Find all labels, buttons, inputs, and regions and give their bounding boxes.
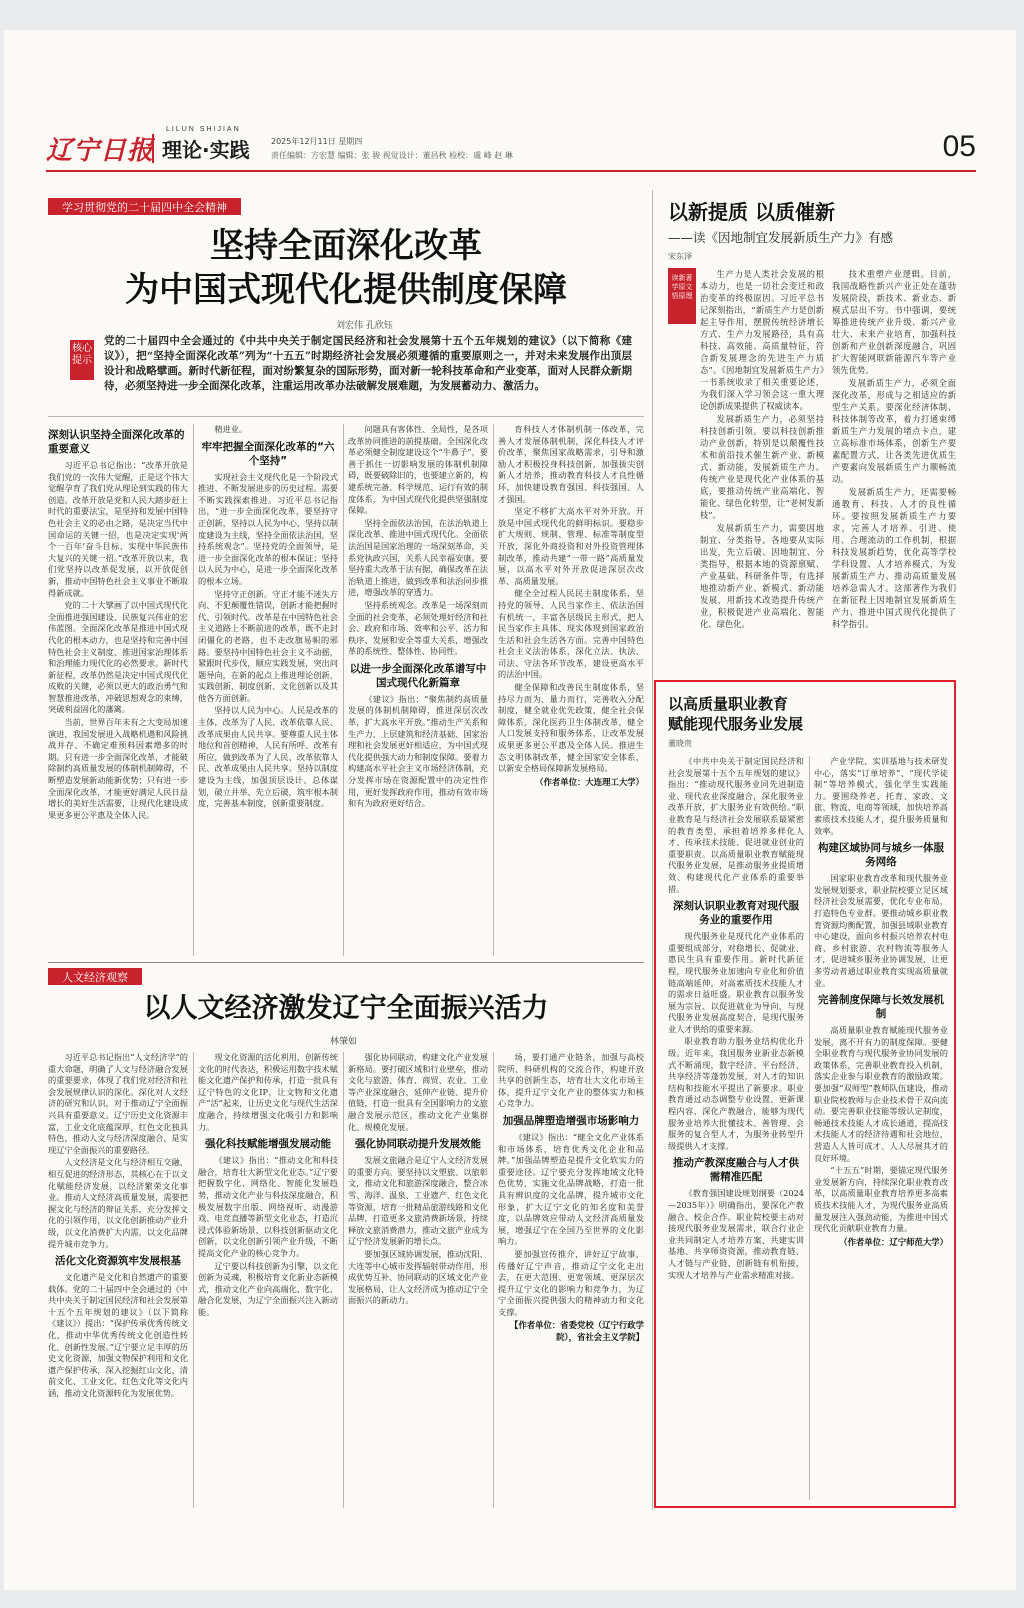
article1-subheading-1: 深刻认识坚持全面深化改革的重要意义 [48, 429, 185, 455]
column-rule [193, 424, 194, 956]
paragraph: 坚定不移扩大高水平对外开放。开放是中国式现代化的鲜明标识。要稳步扩大规则、规制、管理、标准等制度型开放，深化外商投资和对外投资管理体制改革，推动共建“一带一路”高质量发展，以高水平对外开放促进深层次改革、高质量发展。 [498, 506, 644, 586]
paragraph: 强化协同联动，构建文化产业发展新格局。要打破区域和行业壁垒，推动文化与旅游、体育、商贸、农业、工业等产业深度融合，延伸产业链、提升价值链，打造一批具有全国影响力的文旅融合发展示范区，推动文化产业集群化、规模化发展。 [348, 1052, 488, 1132]
review-subtitle: ——读《因地制宜发展新质生产力》有感 [668, 230, 894, 245]
article1-subheading-3: 以进一步全面深化改革谱写中国式现代化新篇章 [349, 662, 487, 689]
paragraph: 坚持守正创新。守正才能不迷失方向、不犯颠覆性错误，创新才能把握时代、引领时代。改革是在中国特色社会主义道路上不断前进的改革，既不走封闭僵化的老路，也不走改旗易帜的邪路。要坚持中国特色社会主义不动摇，紧跟时代步伐，顺应实践发展，突出问题导向，在新的起点上推进理论创新、实践创新、制度创新、文化创新以及其他各方面创新。 [198, 588, 338, 703]
paragraph: “十五五”时期，要锚定现代服务业发展新方向，持续深化职业教育改革，以高质量职业教育培养更多高素质技术技能人才，为现代服务业高质量发展注入强劲动能，为推进中国式现代化贡献职业教育力量。 [814, 1165, 948, 1234]
column-rule [193, 1052, 194, 1508]
paragraph: 习近平总书记指出“人文经济学”的重大命题，明确了人文与经济融合发展的重要要求，体现了我们党对经济和社会发展规律认识的深化。深化对人文经济的研究和认识，对于推动辽宁全面振兴具有重要意义。辽宁历史文化资源丰富，工业文化底蕴深厚，红色文化独具特色，推动人文与经济深度融合，是实现辽宁全面振兴的重要路径。 [48, 1052, 188, 1155]
paragraph: 发展新质生产力，必须全面深化改革，形成与之相适应的新型生产关系。要深化经济体制、科技体制等改革，着力打通束缚新质生产力发展的堵点卡点，建立高标准市场体系，创新生产要素配置方式，让各类先进优质生产要素向发展新质生产力顺畅流动。 [832, 378, 956, 484]
review-column-2 [832, 268, 956, 672]
paragraph: 《中共中央关于制定国民经济和社会发展第十五个五年规划的建议》指出：“推动现代服务业同先进制造业、现代农业深度融合，深化服务业改革开放，扩大服务业有效供给。”职业教育是与经济社会发展联系最紧密的教育类型，承担着培养多样化人才、传承技术技能、促进就业创业的重要职责。以高质量职业教育赋能现代服务业发展，是推动服务业提质增效、构建现代化产业体系的重要举措。 [668, 756, 804, 894]
article2-byline: 林肇如 [330, 1037, 358, 1047]
article2-top-rule [48, 962, 644, 963]
column-rule [493, 424, 494, 956]
vocation-subheading-4: 完善制度保障与长效发展机制 [818, 994, 944, 1021]
paragraph: 要加强区域协调发展，推动沈阳、大连等中心城市发挥辐射带动作用，形成优势互补、协同联动的区域文化产业发展格局，让人文经济成为推动辽宁全面振兴的新动力。 [348, 1248, 488, 1306]
paragraph: 文化遗产是文化和自然遗产的重要载体。党的二十届四中全会通过的《中共中央关于制定国民经济和社会发展第十五个五年规划的建议》（以下简称《建议》）提出：“保护传承优秀传统文化，推动中华优秀传统文化创造性转化、创新性发展。”辽宁要立足丰厚的历史文化资源，加强文物保护利用和文化遗产保护传承，深入挖掘红山文化、清前文化、工业文化、红色文化等文化内涵，推动文化资源转化为发展优势。 [48, 1272, 188, 1399]
paragraph: 要加强宣传推介，讲好辽宁故事，传播好辽宁声音，推动辽宁文化走出去，在更大范围、更宽领域、更深层次提升辽宁文化的影响力和竞争力，为辽宁全面振兴提供强大的精神动力和文化支撑。 [498, 1248, 644, 1317]
paragraph: 《建议》指出：“聚焦制约高质量发展的体制机制障碍，推进深层次改革，扩大高水平开放。”推动生产关系和生产力、上层建筑和经济基础、国家治理和社会发展更好相适应，为中国式现代化提供强大动力和制度保障。要着力构建高水平社会主义市场经济体制，充分发挥市场在资源配置中的决定性作用，更好发挥政府作用，推动有效市场和有为政府更好结合。 [348, 693, 488, 809]
vocation-title-line2: 赋能现代服务业发展 [668, 715, 804, 733]
article2-column-4 [498, 1052, 644, 1508]
vocation-subheading-2: 推动产教深度融合与人才供需精准匹配 [673, 1157, 799, 1184]
review-title: 以新提质 以质催新 [668, 200, 835, 224]
review-author: 宋东泽 [668, 252, 692, 261]
paragraph: 发展新质生产力，必须坚持科技创新引领。要以科技创新推动产业创新，特别是以颠覆性技术和前沿技术催生新产业、新模式、新动能，发展新质生产力。传统产业是现代化产业体系的基底，要推动传统产业高端化、智能化、绿色化转型，让“老树发新枝”。 [700, 414, 824, 520]
article2-subheading-1: 活化文化资源筑牢发展根基 [55, 1255, 181, 1268]
paragraph: 实现社会主义现代化是一个阶段式推进、不断发展进步的历史过程。需要不断实践探索推进。习近平总书记指出，“进一步全面深化改革，要坚持守正创新，坚持以人民为中心，坚持以制度建设为主线，坚持全面依法治国，坚持系统观念”。坚持党的全面领导，是进一步全面深化改革的根本保证；坚持以人民为中心，是进一步全面深化改革的根本立场。 [198, 471, 338, 586]
column-rule [343, 1052, 344, 1508]
article1-headline-line2: 为中国式现代化提供制度保障 [125, 270, 567, 310]
vocation-column-1 [668, 756, 804, 1500]
paragraph: 坚持全面依法治国，在法治轨道上深化改革、推进中国式现代化。全面依法治国是国家治理的一场深刻革命，关系党执政兴国，关系人民幸福安康。要坚持重大改革于法有据，确保改革在法治轨道上推进，做到改革和法治同步推进，增强改革的穿透力。 [348, 517, 488, 598]
paragraph: 发展文旅融合是辽宁人文经济发展的重要方向。要坚持以文塑旅、以旅彰文，推动文化和旅游深度融合，整合冰雪、海洋、温泉、工业遗产、红色文化等资源，培育一批精品旅游线路和文化品牌，打造更多文旅消费新场景，持续释放文旅消费潜力，推动文旅产业成为辽宁经济发展新的增长点。 [348, 1155, 488, 1247]
paragraph: 坚持系统观念。改革是一场深刻而全面的社会变革，必须处理好经济和社会、政府和市场、效率和公平、活力和秩序、发展和安全等重大关系，增强改革的系统性、整体性、协同性。 [348, 599, 488, 657]
vocation-author: 董晓贵 [668, 739, 692, 748]
paragraph: 人文经济是文化与经济相互交融、相互促进的经济形态，其核心在于以文化赋能经济发展，以经济繁荣文化事业。推动人文经济高质量发展，需要把握文化与经济的辩证关系，充分发挥文化的引领作用，以文化创新推动产业升级，以文化消费扩大内需，以文化品牌提升城市竞争力。 [48, 1157, 188, 1249]
vocation-subheading-3: 构建区域协同与城乡一体服务网络 [818, 842, 944, 869]
vocation-subheading-1: 深刻认识职业教育对现代服务业的重要作用 [673, 900, 799, 927]
paragraph: 《教育强国建设规划纲要（2024—2035年）》明确指出，要深化产教融合、校企合作。职业院校要主动对接现代服务业发展需求，联合行业企业共同制定人才培养方案、共建实训基地、共享师资资源，推动教育链、人才链与产业链、创新链有机衔接，实现人才培养与产业需求精准对接。 [668, 1188, 804, 1280]
article1-column-3 [348, 424, 488, 956]
article2-subheading-4: 加强品牌塑造增强市场影响力 [502, 1114, 640, 1127]
vocation-author-note: （作者单位：辽宁师范大学） [839, 1236, 948, 1247]
article2-headline: 以人文经济激发辽宁全面振兴活力 [143, 993, 549, 1024]
vocation-title-line1: 以高质量职业教育 [668, 695, 789, 713]
article1-column-2 [198, 424, 338, 956]
paragraph: 高质量职业教育赋能现代服务业发展，离不开有力的制度保障。要健全职业教育与现代服务业协同发展的政策体系，完善职业教育投入机制，落实企业参与职业教育的激励政策。要加强“双师型”教师队伍建设，推动职业院校教师与企业技术骨干双向流动。要完善职业技能等级认定制度，畅通技术技能人才成长通道，提高技术技能人才的经济待遇和社会地位，营造人人皆可成才、人人尽展其才的良好环境。 [814, 1025, 948, 1163]
book-cover-icon: 读新著学原文悟原理 [668, 268, 696, 324]
paragraph: 习近平总书记指出：“改革开放是我们党的一次伟大觉醒，正是这个伟大觉醒孕育了我们党从理论到实践的伟大创造。改革开放是党和人民大踏步赶上时代的重要法宝，是坚持和发展中国特色社会主义的必由之路，是决定当代中国命运的关键一招，也是决定实现‘两个一百年’奋斗目标、实现中华民族伟大复兴的关键一招。”改革开放以来，我们党坚持以改革促发展，以开放促创新，推动中国特色社会主义事业不断取得新成就。 [48, 460, 188, 598]
paragraph: 问题具有客体性、全局性，是各项改革协同推进的前提基础。全国深化改革必须健全制度建设这个“牛鼻子”，要善于抓住一切影响发展的体制机制障碍，既要破除旧的，也要建立新的，构建系统完备、科学规范、运行有效的制度体系，为中国式现代化提供坚强制度保障。 [348, 424, 488, 516]
key-summary-tag: 核心提示 [70, 340, 94, 380]
paragraph: 现代服务业是现代化产业体系的重要组成部分，对稳增长、促就业、惠民生具有重要作用。新时代新征程，现代服务业加速向专业化和价值链高端延伸，对高素质技术技能人才的需求日益旺盛。职业教育以服务发展为宗旨、以促进就业为导向，与现代服务业发展高度契合，是现代服务业人才供给的重要来源。 [668, 931, 804, 1034]
page-number: 05 [942, 130, 976, 163]
paragraph: 技术重塑产业逻辑。目前，我国战略性新兴产业正处在蓬勃发展阶段，新技术、新业态、新模式层出不穷。书中强调，要统筹推进传统产业升级、新兴产业壮大、未来产业培育，加强科技创新和产业创新深度融合，巩固扩大智能网联新能源汽车等产业领先优势。 [832, 269, 956, 375]
article2-author-note: 【作者单位：省委党校（辽宁行政学院），省社会主义学院】 [510, 1320, 644, 1343]
vocation-title [668, 694, 803, 734]
paragraph: 生产力是人类社会发展的根本动力，也是一切社会变迁和政治变革的终极原因。习近平总书记深刻指出，“新质生产力是创新起主导作用，摆脱传统经济增长方式、生产力发展路径，具有高科技、高效能、高质量特征，符合新发展理念的先进生产力质态”。《因地制宜发展新质生产力》一书系统收录了相关重要论述，为我们深入学习领会这一重大理论创新成果提供了权威读本。 [700, 269, 824, 411]
paragraph: 育科技人才体制机制一体改革，完善人才发展体制机制，深化科技人才评价改革，聚焦国家战略需求，引导和激励人才积极投身科技创新，加强拔尖创新人才培养，推动教育科技人才良性循环，加快建设教育强国、科技强国、人才强国。 [498, 424, 644, 504]
article2-column-2 [198, 1052, 338, 1508]
column-rule [493, 1052, 494, 1508]
article1-top-rule [48, 416, 644, 417]
article1-byline: 刘宏伟 孔欣钰 [336, 321, 393, 331]
section-pinyin: LILUN SHIJIAN [166, 126, 241, 133]
article2-column-1 [48, 1052, 188, 1508]
paragraph: 职业教育助力服务业结构优化升级。近年来，我国服务业新业态新模式不断涌现，数字经济、平台经济、共享经济等蓬勃发展，对人才的知识结构和技能水平提出了新要求。职业教育通过动态调整专业设置、更新课程内容、深化产教融合，能够为现代服务业培养大批懂技术、善管理、会服务的复合型人才，为服务业转型升级提供人才支撑。 [668, 1036, 804, 1151]
newspaper-logo: 辽宁日报 [46, 136, 155, 166]
article2-section-tag: 人文经济观察 [48, 968, 142, 985]
article2-subheading-2: 强化科技赋能增强发展动能 [205, 1138, 331, 1151]
section-divider [652, 190, 653, 1510]
column-rule [809, 756, 810, 1500]
article1-section-tag: 学习贯彻党的二十届四中全会精神 [48, 198, 241, 215]
article1-headline-line1: 坚持全面深化改革 [210, 226, 482, 266]
paragraph: 党的二十大擘画了以中国式现代化全面推进强国建设、民族复兴伟业的宏伟蓝图。全面深化改革是推进中国式现代化的根本动力，也是坚持和完善中国特色社会主义制度、推进国家治理体系和治理能力现代化的必然要求。新时代新征程，改革仍然是决定中国式现代化成败的关键，必须以更大的政治勇气和智慧推进改革，冲破思想观念的束缚，突破利益固化的藩篱。 [48, 600, 188, 715]
article1-column-4 [498, 424, 644, 956]
paragraph: 国家职业教育改革和现代服务业发展规划要求，职业院校要立足区域经济社会发展需要，优化专业布局，打造特色专业群。要推动城乡职业教育资源均衡配置，加强县域职业教育中心建设，面向乡村振兴培养农村电商、乡村旅游、农村物流等服务人才，促进城乡服务业协调发展，让更多劳动者通过职业教育实现高质量就业。 [814, 873, 948, 988]
paragraph: 健全全过程人民民主制度体系，坚持党的领导、人民当家作主、依法治国有机统一，丰富各层级民主形式，把人民当家作主具体、现实体现到国家政治生活和社会生活各方面。完善中国特色社会主义法治体系，深化立法、执法、司法、守法各环节改革，建设更高水平的法治中国。 [498, 588, 644, 680]
paragraph: 发展新质生产力，还需要畅通教育、科技、人才的良性循环。要按照发展新质生产力要求，完善人才培养、引进、使用、合理流动的工作机制，根据科技发展新趋势，优化高等学校学科设置、人才培养模式，为发展新质生产力、推动高质量发展培养急需人才。这部著作为我们在新征程上因地制宜发展新质生产力、推进中国式现代化提供了科学指引。 [832, 487, 956, 629]
paragraph: 《建议》指出：“健全文化产业体系和市场体系，培育优秀文化企业和品牌。”加强品牌塑造是提升文化软实力的重要途径。辽宁要充分发挥地域文化特色优势，实施文化品牌战略，打造一批具有辨识度的文化品牌，提升城市文化形象，扩大辽宁文化的知名度和美誉度，以品牌效应带动人文经济高质量发展，增强辽宁在全国乃至世界的文化影响力。 [498, 1131, 644, 1247]
article1-column-1 [48, 424, 188, 956]
review-column-1 [700, 268, 824, 672]
article2-subheading-3: 强化协同联动提升发展效能 [355, 1138, 481, 1151]
section-name: 理论·实践 [152, 134, 250, 163]
vocation-column-2 [814, 756, 948, 1500]
paragraph: 产业学院、实训基地与技术研发中心，落实“订单培养”、“现代学徒制”等培养模式，强化学生实践能力。要围绕养老、托育、家政、文旅、物流、电商等领域，加快培养高素质技术技能人才，提升服务质量和效率。 [814, 756, 948, 836]
article1-headline [48, 224, 644, 312]
paragraph: 发展新质生产力，需要因地制宜、分类指导。各地要从实际出发，先立后破、因地制宜、分类指导，根据本地的资源禀赋、产业基础、科研条件等，有选择地推动新产业、新模式、新动能发展，用新技术改造提升传统产业，积极促进产业高端化、智能化、绿色化。 [700, 523, 824, 629]
paragraph: 场，要打通产业链条，加强与高校院所、科研机构的交流合作，构建开放共享的创新生态，培育壮大文化市场主体，提升辽宁文化产业的整体实力和核心竞争力。 [498, 1052, 644, 1109]
article1-author-note: （作者单位：大连理工大学） [535, 776, 644, 787]
paragraph: 当前，世界百年未有之大变局加速演进，我国发展进入战略机遇和风险挑战并存、不确定难预料因素增多的时期。只有进一步全面深化改革，才能破除制约高质量发展的体制机制障碍，不断塑造发展新动能新优势；只有进一步全面深化改革，才能更好满足人民日益增长的美好生活需要，让现代化建设成果更多更公平惠及全体人民。 [48, 717, 188, 820]
paragraph: 精进业。 [214, 424, 248, 434]
paragraph: 健全保障和改善民生制度体系，坚持尽力而为、量力而行，完善收入分配制度，健全就业优先政策，健全社会保障体系，深化医药卫生体制改革，健全人口发展支持和服务体系，让改革发展成果更多更公平惠及全体人民。推进生态文明体制改革，健全国家安全体系，以新安全格局保障新发展格局。 [498, 682, 644, 774]
paragraph: 《建议》指出：“推动文化和科技融合，培育壮大新型文化业态。”辽宁要把握数字化、网络化、智能化发展趋势，推动文化产业与科技深度融合，积极发展数字出版、网络视听、动漫游戏、电竞直播等新型文化业态，打造沉浸式体验新场景，以科技创新驱动文化创新，以文化创新引领产业升级，不断提高文化产业的核心竞争力。 [198, 1155, 338, 1258]
paragraph: 坚持以人民为中心。人民是改革的主体，改革为了人民、改革依靠人民、改革成果由人民共享。要尊重人民主体地位和首创精神，人民有所呼、改革有所应，做到改革为了人民、改革依靠人民、改革成果由人民共享。坚持以制度建设为主线，加强顶层设计、总体谋划，破立并举、先立后破，筑牢根本制度，完善基本制度，创新重要制度。 [198, 705, 338, 809]
paragraph: 辽宁要以科技创新为引擎，以文化创新为灵魂，积极培育文化新业态新模式，推动文化产业向高端化、数字化、融合化发展，为辽宁全面振兴注入新动能。 [198, 1260, 338, 1317]
publication-date: 2025年12月11日 星期四 [271, 137, 363, 146]
paragraph: 现文化资源的活化利用，创新传统文化的时代表达，积极运用数字技术赋能文化遗产保护和传承，打造一批具有辽宁特色的文化IP，让文物和文化遗产“活”起来，让历史文化与现代生活深度融合，持续增强文化吸引力和影响力。 [198, 1052, 338, 1132]
masthead [46, 126, 976, 172]
article1-lead: 党的二十届四中全会通过的《中共中央关于制定国民经济和社会发展第十五个五年规划的建议》（以下简称《建议》），把“坚持全面深化改革”列为“十五五”时期经济社会发展必须遵循的重要原则之一，并对未来发展作出顶层设计和战略擘画。新时代新征程，面对纷繁复杂的国际形势，面对新一轮科技革命和产业变革，面对人民群众新期待，必须坚持进一步全面深化改革，注重运用改革办法破解发展难题，为发展蓄动力、激活力。 [104, 335, 632, 392]
article1-subheading-2: 牢牢把握全面深化改革的“六个坚持” [201, 440, 335, 467]
editor-credits: 责任编辑：方宏慧 编辑：张 骏 视觉设计：董昌秋 检校：虞 峰 赵 琳 [271, 151, 513, 160]
column-rule [343, 424, 344, 956]
article2-column-3 [348, 1052, 488, 1508]
